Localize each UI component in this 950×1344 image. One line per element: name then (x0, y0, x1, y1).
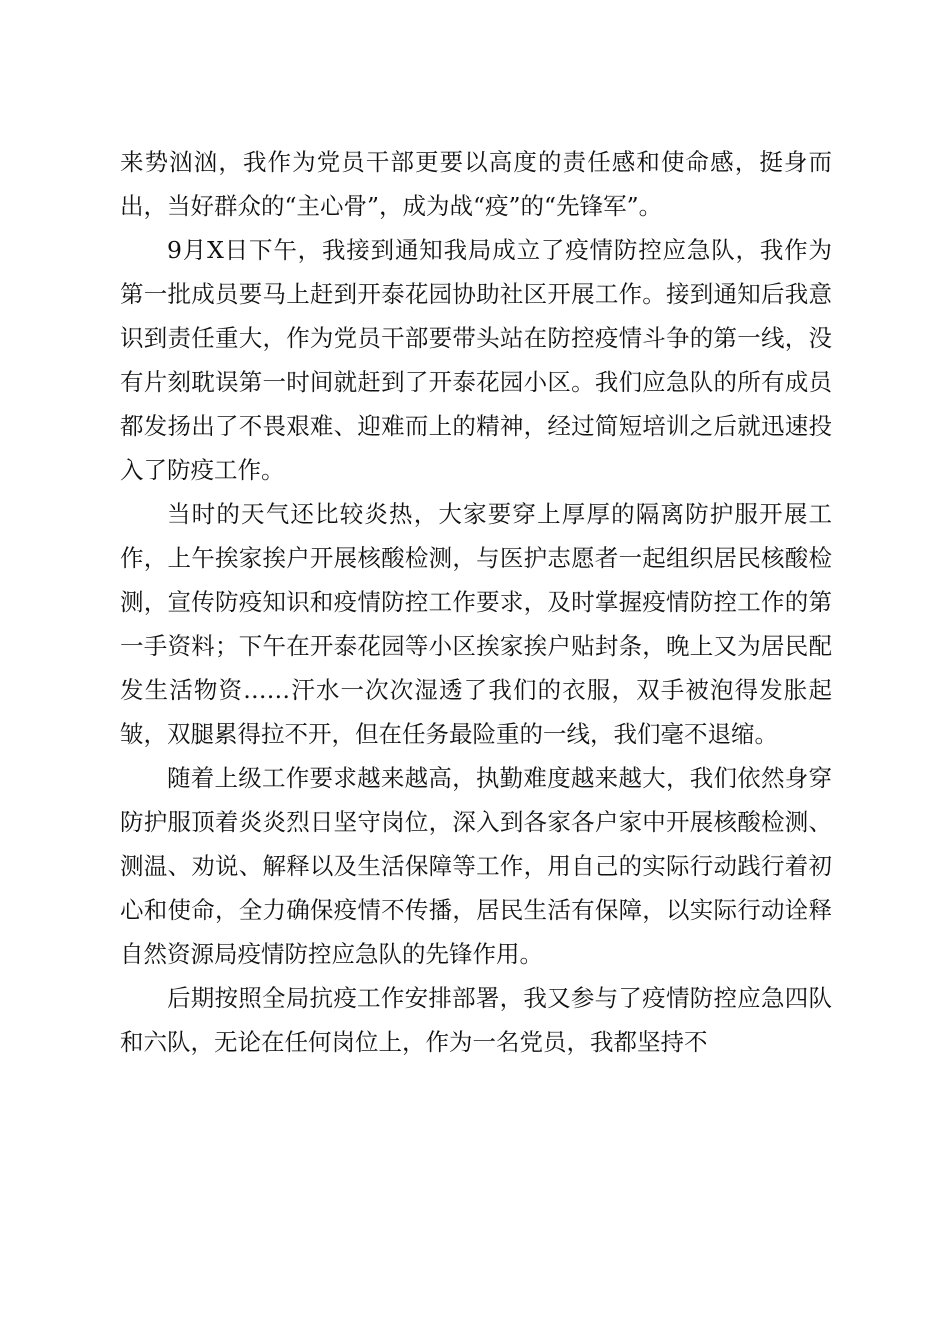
paragraph-rising-requirements: 随着上级工作要求越来越高，执勤难度越来越大，我们依然身穿防护服顶着炎炎烈日坚守岗位，深入到各家各户家中开展核酸检测、测温、劝说、解释以及生活保障等工作，用自己的实际行动践行着初心和使命，全力确保疫情不传播，居民生活有保障，以实际行动诠释自然资源局疫情防控应急队的先锋作用。 (120, 764, 832, 968)
paragraph-later-deployment: 后期按照全局抗疫工作安排部署，我又参与了疫情防控应急四队和六队，无论在任何岗位上，作为一名党员，我都坚持不 (120, 984, 832, 1056)
paragraph-continuation: 来势汹汹，我作为党员干部更要以高度的责任感和使命感，挺身而出，当好群众的“主心骨”，成为战“疫”的“先锋军”。 (120, 148, 832, 220)
body-text (120, 140, 832, 1064)
paragraph-hot-weather-work: 当时的天气还比较炎热，大家要穿上厚厚的隔离防护服开展工作，上午挨家挨户开展核酸检测，与医护志愿者一起组织居民核酸检测，宣传防疫知识和疫情防控工作要求，及时掌握疫情防控工作的第一手资料；下午在开泰花园等小区挨家挨户贴封条，晚上又为居民配发生活物资……汗水一次次湿透了我们的衣服，双手被泡得发胀起皱，双腿累得拉不开，但在任务最险重的一线，我们毫不退缩。 (120, 500, 832, 748)
paragraph-emergency-team: 9月X日下午，我接到通知我局成立了疫情防控应急队，我作为第一批成员要马上赶到开泰花园协助社区开展工作。接到通知后我意识到责任重大，作为党员干部要带头站在防控疫情斗争的第一线，没有片刻耽误第一时间就赶到了开泰花园小区。我们应急队的所有成员都发扬出了不畏艰难、迎难而上的精神，经过简短培训之后就迅速投入了防疫工作。 (120, 236, 832, 484)
